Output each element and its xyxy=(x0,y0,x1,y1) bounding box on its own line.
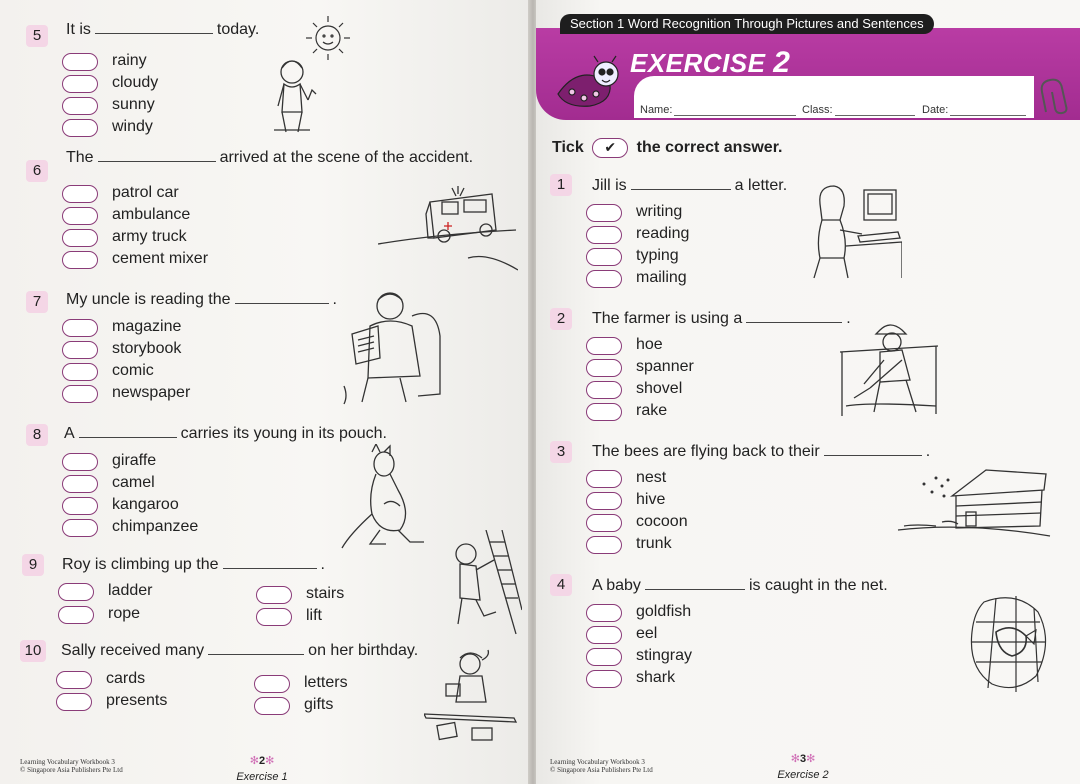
question-text-end: a letter. xyxy=(734,177,788,194)
question-text-start: Sally received many xyxy=(61,642,205,659)
tick-box[interactable] xyxy=(62,53,98,71)
man-reading-illustration xyxy=(340,286,450,406)
sun-icon xyxy=(306,16,350,60)
left-page xyxy=(0,0,530,784)
tick-box[interactable] xyxy=(56,671,92,689)
question-text xyxy=(592,309,851,328)
answer-blank xyxy=(79,424,177,438)
option-label: typing xyxy=(636,247,679,264)
tick-box[interactable] xyxy=(586,648,622,666)
tick-box[interactable] xyxy=(586,204,622,222)
girl-gifts-illustration xyxy=(424,646,518,746)
option-label: cocoon xyxy=(636,513,688,530)
answer-blank xyxy=(98,148,216,162)
question-text xyxy=(61,641,418,660)
question-text xyxy=(64,424,387,443)
option-label: cloudy xyxy=(112,74,159,91)
tick-box[interactable] xyxy=(62,207,98,225)
page-number: 2 xyxy=(258,755,266,767)
footer-exercise-label: Exercise 2 xyxy=(777,769,829,781)
tick-box[interactable] xyxy=(586,359,622,377)
tick-box[interactable] xyxy=(62,251,98,269)
question-text-end: on her birthday. xyxy=(308,642,419,659)
option-label: rope xyxy=(108,605,141,622)
tick-box[interactable] xyxy=(62,475,98,493)
question-text xyxy=(592,176,787,195)
question-text-start: It is xyxy=(66,21,91,38)
tick-box[interactable] xyxy=(62,75,98,93)
option-label: ambulance xyxy=(112,206,191,223)
option-label: letters xyxy=(304,674,348,691)
question-text-end: . xyxy=(332,291,337,308)
instruction xyxy=(552,138,782,158)
option-label: kangaroo xyxy=(112,496,179,513)
instruction-start: Tick xyxy=(552,139,584,157)
right-page xyxy=(536,0,1080,784)
star-icon: ✻ xyxy=(790,753,800,765)
tick-box[interactable] xyxy=(58,583,94,601)
option-label: ladder xyxy=(108,582,153,599)
question-text xyxy=(592,576,888,595)
boy-ladder-illustration xyxy=(446,530,522,638)
sun-child-illustration xyxy=(266,10,362,136)
beehive-illustration xyxy=(896,466,1052,546)
question-text-end: . xyxy=(320,556,325,573)
option-label: sunny xyxy=(112,96,155,113)
option-label: camel xyxy=(112,474,155,491)
question-text-start: The bees are flying back to their xyxy=(592,443,820,460)
class-field[interactable] xyxy=(802,104,915,116)
tick-box[interactable] xyxy=(254,697,290,715)
exercise-word: EXERCISE xyxy=(630,48,766,78)
question-number: 9 xyxy=(22,554,44,576)
option-label: patrol car xyxy=(112,184,179,201)
question-text-end: . xyxy=(846,310,851,327)
option-label: goldfish xyxy=(636,603,692,620)
date-line[interactable] xyxy=(950,108,1026,116)
star-icon: ✻ xyxy=(806,753,816,765)
question-text xyxy=(62,555,325,574)
answer-blank xyxy=(645,576,745,590)
page-number: 3 xyxy=(799,753,807,765)
name-line[interactable] xyxy=(674,108,796,116)
footer-book-title: Learning Vocabulary Workbook 3 xyxy=(20,758,115,766)
option-label: cards xyxy=(106,670,146,687)
tick-box[interactable] xyxy=(586,337,622,355)
tick-box[interactable] xyxy=(586,248,622,266)
ambulance-illustration xyxy=(378,170,518,278)
question-text-start: The farmer is using a xyxy=(592,310,743,327)
footer-page-info xyxy=(768,752,838,783)
question-number: 6 xyxy=(26,160,48,182)
option-label: presents xyxy=(106,692,168,709)
answer-blank xyxy=(235,290,329,304)
section-tab: Section 1 Word Recognition Through Pictures and Sentences xyxy=(560,14,934,34)
name-field[interactable] xyxy=(640,104,796,116)
kangaroo-illustration xyxy=(340,444,430,554)
question-text xyxy=(66,20,259,39)
question-text-start: A baby xyxy=(592,577,641,594)
footer-copyright xyxy=(550,758,653,774)
option-label: lift xyxy=(306,607,322,624)
answer-blank xyxy=(746,309,842,323)
option-label: shovel xyxy=(636,380,683,397)
question-text-start: The xyxy=(66,149,94,166)
tick-box[interactable] xyxy=(586,470,622,488)
tick-box[interactable] xyxy=(586,514,622,532)
tick-box[interactable] xyxy=(62,341,98,359)
option-label: cement mixer xyxy=(112,250,209,267)
option-label: magazine xyxy=(112,318,182,335)
footer-copyright xyxy=(20,758,123,774)
question-text-end: today. xyxy=(216,21,260,38)
net-illustration xyxy=(966,592,1050,696)
tick-box[interactable] xyxy=(62,519,98,537)
question-number: 8 xyxy=(26,424,48,446)
question-text xyxy=(66,290,337,309)
footer-publisher: © Singapore Asia Publishers Pte Ltd xyxy=(20,766,123,774)
option-label: nest xyxy=(636,469,667,486)
tick-box[interactable] xyxy=(62,319,98,337)
question-text-end: arrived at the scene of the accident. xyxy=(219,149,474,166)
class-line[interactable] xyxy=(835,108,915,116)
footer-book-title: Learning Vocabulary Workbook 3 xyxy=(550,758,645,766)
class-label: Class: xyxy=(802,104,833,116)
paper-clip-icon xyxy=(1038,72,1074,116)
checkmark-icon: ✔ xyxy=(592,138,628,158)
question-number: 2 xyxy=(550,308,572,330)
option-label: storybook xyxy=(112,340,182,357)
question-text-end: is caught in the net. xyxy=(748,577,888,594)
option-label: writing xyxy=(636,203,683,220)
question-text-start: A xyxy=(64,425,75,442)
tick-box[interactable] xyxy=(586,670,622,688)
star-icon: ✻ xyxy=(249,755,259,767)
farmer-illustration xyxy=(840,316,940,420)
answer-blank xyxy=(95,20,213,34)
tick-box[interactable] xyxy=(586,226,622,244)
question-number: 4 xyxy=(550,574,572,596)
question-text xyxy=(592,442,930,461)
instruction-end: the correct answer. xyxy=(636,139,783,157)
question-number: 10 xyxy=(20,640,46,662)
tick-box[interactable] xyxy=(62,497,98,515)
name-label: Name: xyxy=(640,104,673,116)
tick-box[interactable] xyxy=(62,453,98,471)
option-label: gifts xyxy=(304,696,334,713)
answer-blank xyxy=(208,641,304,655)
tick-box[interactable] xyxy=(586,270,622,288)
tick-box[interactable] xyxy=(586,403,622,421)
question-text-start: Jill is xyxy=(592,177,627,194)
exercise-title xyxy=(630,46,790,80)
answer-blank xyxy=(223,555,317,569)
tick-box[interactable] xyxy=(62,119,98,137)
tick-box[interactable] xyxy=(256,608,292,626)
option-label: chimpanzee xyxy=(112,518,199,535)
option-label: hoe xyxy=(636,336,663,353)
answer-blank xyxy=(631,176,731,190)
footer-exercise-label: Exercise 1 xyxy=(236,771,288,783)
tick-box[interactable] xyxy=(58,606,94,624)
tick-box[interactable] xyxy=(62,229,98,247)
question-text-end: . xyxy=(925,443,931,460)
option-label: rake xyxy=(636,402,668,419)
tick-box[interactable] xyxy=(256,586,292,604)
tick-box[interactable] xyxy=(254,675,290,693)
tick-box[interactable] xyxy=(586,626,622,644)
question-number: 1 xyxy=(550,174,572,196)
tick-box[interactable] xyxy=(62,97,98,115)
tick-box[interactable] xyxy=(62,363,98,381)
option-label: rainy xyxy=(112,52,147,69)
question-text-end: carries its young in its pouch. xyxy=(180,425,387,442)
star-icon: ✻ xyxy=(265,755,275,767)
tick-box[interactable] xyxy=(62,385,98,403)
exercise-number: 2 xyxy=(773,46,791,79)
answer-blank xyxy=(824,442,922,456)
date-label: Date: xyxy=(922,104,949,116)
option-label: army truck xyxy=(112,228,187,245)
option-label: eel xyxy=(636,625,658,642)
option-label: stingray xyxy=(636,647,693,664)
footer-page-info xyxy=(232,754,292,784)
question-text-start: Roy is climbing up the xyxy=(62,556,219,573)
question-text xyxy=(66,148,473,167)
option-label: comic xyxy=(112,362,154,379)
question-text-start: My uncle is reading the xyxy=(66,291,231,308)
tick-box[interactable] xyxy=(586,381,622,399)
tick-box[interactable] xyxy=(586,492,622,510)
option-label: windy xyxy=(112,118,153,135)
option-label: mailing xyxy=(636,269,687,286)
option-label: reading xyxy=(636,225,690,242)
tick-box[interactable] xyxy=(62,185,98,203)
question-number: 3 xyxy=(550,441,572,463)
option-label: stairs xyxy=(306,585,345,602)
tick-box[interactable] xyxy=(56,693,92,711)
option-label: trunk xyxy=(636,535,672,552)
question-number: 5 xyxy=(26,25,48,47)
option-label: shark xyxy=(636,669,676,686)
option-label: hive xyxy=(636,491,666,508)
question-number: 7 xyxy=(26,291,48,313)
date-field[interactable] xyxy=(922,104,1026,116)
ladybug-icon xyxy=(550,54,630,112)
tick-box[interactable] xyxy=(586,604,622,622)
girl-computer-illustration xyxy=(806,180,902,280)
footer-publisher: © Singapore Asia Publishers Pte Ltd xyxy=(550,766,653,774)
option-label: giraffe xyxy=(112,452,157,469)
option-label: spanner xyxy=(636,358,694,375)
option-label: newspaper xyxy=(112,384,191,401)
tick-box[interactable] xyxy=(586,536,622,554)
